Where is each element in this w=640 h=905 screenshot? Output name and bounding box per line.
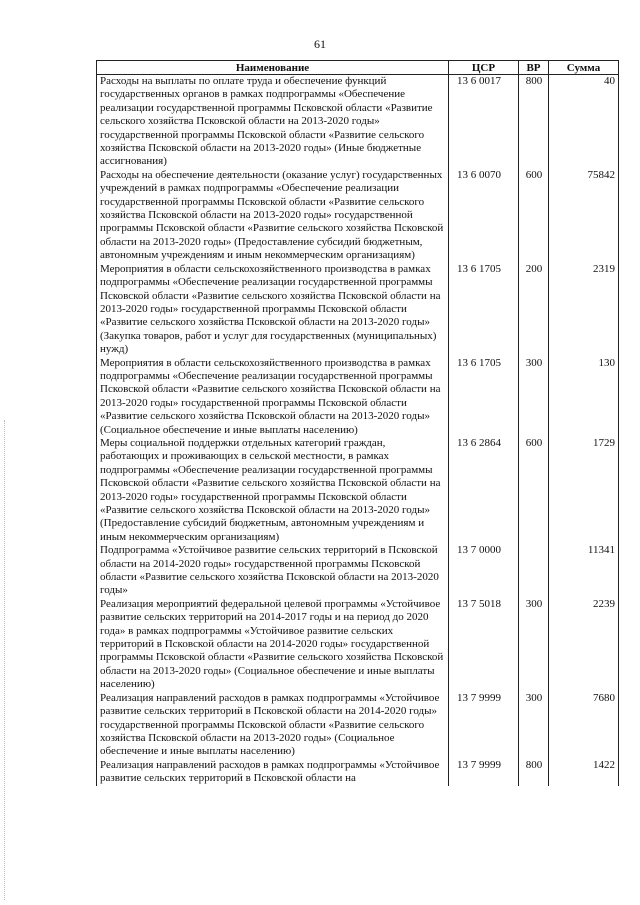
- row-vr: 300: [519, 598, 549, 692]
- row-csr: 13 6 0017: [449, 75, 519, 169]
- table-row: [97, 169, 619, 263]
- row-csr: 13 6 0070: [449, 169, 519, 263]
- header-vr: ВР: [519, 61, 549, 75]
- row-sum: 1729: [549, 437, 619, 544]
- header-name: Наименование: [97, 61, 449, 75]
- row-vr: 600: [519, 437, 549, 544]
- row-csr: 13 6 1705: [449, 263, 519, 357]
- row-name: Расходы на выплаты по оплате труда и обеспечение функций государственных органов в рамках подпрограммы «Обеспечение реализации государственной программы Псковской области «Развитие сельского хозяйства Псковской области на 2013-2020 годы» государственной программы Псковской области «Развитие сельского хозяйства Псковской области на 2013-2020 годы» (Иные бюджетные ассигнования): [97, 75, 449, 169]
- row-name: Подпрограмма «Устойчивое развитие сельских территорий в Псковской области на 2014-2020 годы» государственной программы Псковской области «Развитие сельского хозяйства Псковской области на 2013-2020 годы»: [97, 544, 449, 598]
- row-name: Меры социальной поддержки отдельных категорий граждан, работающих и проживающих в сельской местности, в рамках подпрограммы «Обеспечение реализации государственной программы Псковской области «Развитие сельского хозяйства Псковской области на 2013-2020 годы» государственной программы Псковской области «Развитие сельского хозяйства Псковской области на 2013-2020 годы» (Предоставление субсидий бюджетным, автономным учреждениям и иным некоммерческим организациям): [97, 437, 449, 544]
- row-name: Реализация направлений расходов в рамках подпрограммы «Устойчивое развитие сельских территорий в Псковской области на 2014-2020 годы» государственной программы Псковской области «Развитие сельского хозяйства Псковской области на 2013-2020 годы» (Социальное обеспечение и иные выплаты населению): [97, 692, 449, 759]
- row-name: Реализация мероприятий федеральной целевой программы «Устойчивое развитие сельских территорий на 2014-2017 годы и на период до 2020 года» в рамках подпрограммы «Устойчивое развитие сельских территорий в Псковской области на 2014-2020 годы» государственной программы Псковской области «Развитие сельского хозяйства Псковской области на 2013-2020 годы» (Социальное обеспечение и иные выплаты населению): [97, 598, 449, 692]
- row-sum: 2239: [549, 598, 619, 692]
- row-vr: 600: [519, 169, 549, 263]
- table-row: [97, 437, 619, 544]
- row-sum: 130: [549, 357, 619, 437]
- table-row: [97, 692, 619, 759]
- row-sum: 75842: [549, 169, 619, 263]
- row-vr: [519, 544, 549, 598]
- row-vr: 300: [519, 692, 549, 759]
- row-name: Реализация направлений расходов в рамках подпрограммы «Устойчивое развитие сельских территорий в Псковской области на: [97, 759, 449, 786]
- row-vr: 200: [519, 263, 549, 357]
- row-vr: 300: [519, 357, 549, 437]
- row-csr: 13 7 9999: [449, 759, 519, 786]
- row-sum: 1422: [549, 759, 619, 786]
- row-csr: 13 7 0000: [449, 544, 519, 598]
- budget-table: [96, 60, 619, 786]
- scan-edge-artifact: [4, 420, 6, 900]
- page-number: 61: [314, 37, 326, 51]
- table-row: [97, 75, 619, 169]
- table-row: [97, 357, 619, 437]
- row-name: Мероприятия в области сельскохозяйственного производства в рамках подпрограммы «Обеспечение реализации государственной программы Псковской области «Развитие сельского хозяйства Псковской области на 2013-2020 годы» государственной программы Псковской области «Развитие сельского хозяйства Псковской области на 2013-2020 годы» (Социальное обеспечение и иные выплаты населению): [97, 357, 449, 437]
- row-sum: 40: [549, 75, 619, 169]
- table-row: [97, 263, 619, 357]
- table-body: [97, 75, 619, 786]
- row-csr: 13 7 5018: [449, 598, 519, 692]
- row-vr: 800: [519, 759, 549, 786]
- row-csr: 13 6 2864: [449, 437, 519, 544]
- row-name: Мероприятия в области сельскохозяйственного производства в рамках подпрограммы «Обеспечение реализации государственной программы Псковской области «Развитие сельского хозяйства Псковской области на 2013-2020 годы» государственной программы Псковской области «Развитие сельского хозяйства Псковской области на 2013-2020 годы» (Закупка товаров, работ и услуг для государственных (муниципальных) нужд): [97, 263, 449, 357]
- row-vr: 800: [519, 75, 549, 169]
- table-header: [97, 61, 619, 75]
- header-sum: Сумма: [549, 61, 619, 75]
- table-row: [97, 598, 619, 692]
- row-sum: 2319: [549, 263, 619, 357]
- row-name: Расходы на обеспечение деятельности (оказание услуг) государственных учреждений в рамках подпрограммы «Обеспечение реализации государственной программы Псковской области «Развитие сельского хозяйства Псковской области на 2013-2020 годы» государственной программы Псковской области «Развитие сельского хозяйства Псковской области на 2013-2020 годы» (Предоставление субсидий бюджетным, автономным учреждениям и иным некоммерческим организациям): [97, 169, 449, 263]
- row-csr: 13 7 9999: [449, 692, 519, 759]
- row-sum: 7680: [549, 692, 619, 759]
- row-csr: 13 6 1705: [449, 357, 519, 437]
- table-row: [97, 759, 619, 786]
- header-csr: ЦСР: [449, 61, 519, 75]
- row-sum: 11341: [549, 544, 619, 598]
- table-row: [97, 544, 619, 598]
